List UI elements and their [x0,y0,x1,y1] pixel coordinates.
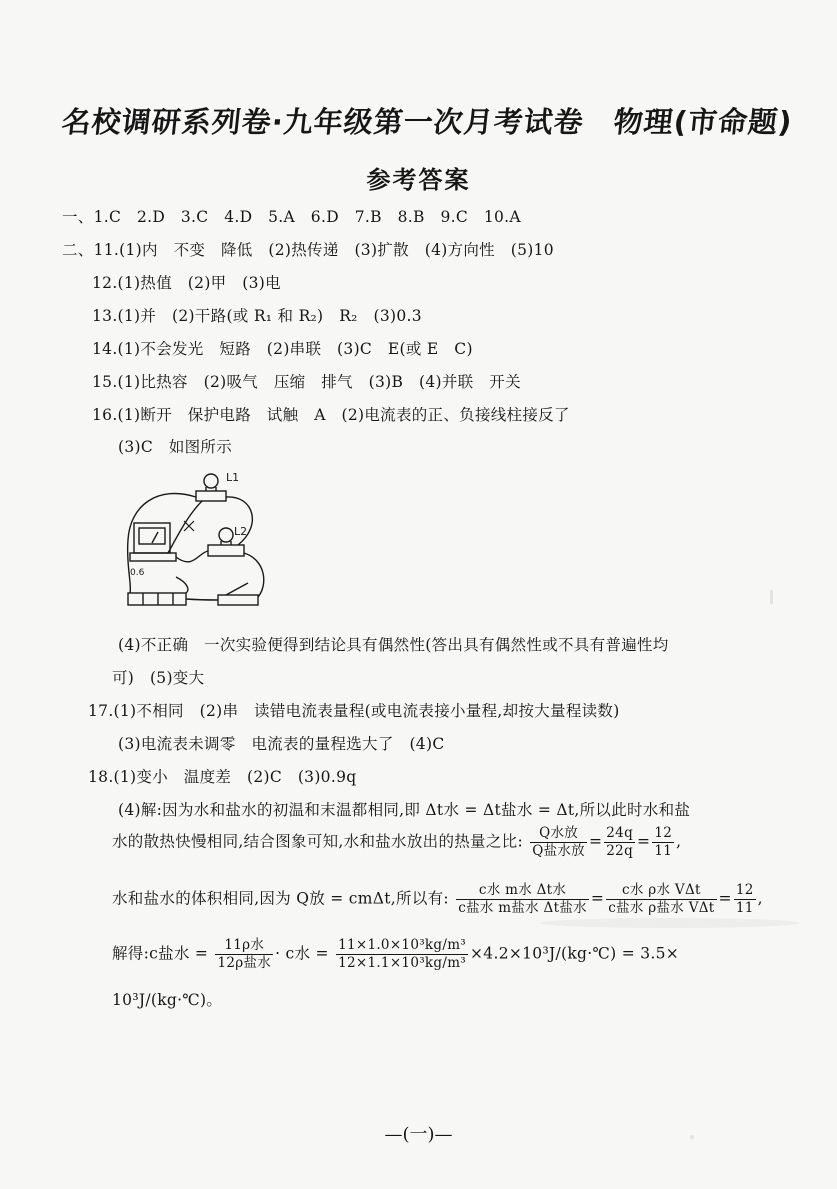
fraction-cm-dt: $\frac{\text{c水 m水 Δt水}}{\text{c盐水 m盐水 Δt盐水}}$ [458,882,587,916]
scan-smudge [540,918,800,928]
answer-line-13: 18.(1)变小 温度差 (2)C (3)0.9q [88,768,357,786]
page-number: —(一)— [384,1124,453,1145]
ratio-text: 水的散热快慢相同,结合图象可知,水和盐水放出的热量之比: [112,832,523,851]
fraction-rho-ratio: $\frac{\text{11ρ水}}{\text{12ρ盐水}}$ [217,937,272,971]
answer-line-12: (3)电流表未调零 电流表的量程选大了 (4)C [118,735,445,753]
answer-line-9: (4)不正确 一次实验便得到结论具有偶然性(答出具有偶然性或不具有普遍性均 [118,636,669,654]
label-l2: L2 [234,525,248,538]
answer-line-10: 可) (5)变大 [112,669,205,687]
answer-line-8: (3)C 如图所示 [118,438,233,456]
scan-speck [770,590,773,604]
answer-line-7: 16.(1)断开 保护电路 试触 A (2)电流表的正、负接线柱接反了 [92,406,570,424]
answer-line-14: (4)解:因为水和盐水的初温和末温都相同,即 Δt水 = Δt盐水 = Δt,所以此时水和盐 [118,801,691,819]
bulb-l2 [219,528,233,542]
fraction-12-11-b: $\frac{12}{11}$ [735,882,754,916]
answer-line-6: 15.(1)比热容 (2)吸气 压缩 排气 (3)B (4)并联 开关 [92,373,521,391]
answer-line-16: 水和盐水的体积相同,因为 Q放 = cmΔt,所以有: $\frac{\text{c水 m水 Δt水}}{\text{c盐水 m盐水 Δt盐水}}$ = $\frac{\text{c水 ρ水 VΔt}}{\text{c盐水 ρ盐水 VΔt}}$ = $\frac{12}{11}$ , [112,882,763,916]
bulb-l1-base [196,491,226,501]
fraction-12-11: $\frac{12}{11}$ [654,825,673,859]
answer-line-3: 12.(1)热值 (2)甲 (3)电 [92,274,281,292]
fraction-heat-ratio: $\frac{\text{Q水放}}{\text{Q盐水放}}$ [532,825,585,859]
page-title: 名校调研系列卷·九年级第一次月考试卷 物理(市命题) [60,105,795,139]
answer-line-2: 二、11.(1)内 不变 降低 (2)热传递 (3)扩散 (4)方向性 (5)10 [62,241,554,259]
answer-line-15: 水的散热快慢相同,结合图象可知,水和盐水放出的热量之比: $\frac{\text{Q水放}}{\text{Q盐水放}}$ = $\frac{24q}{22q}$ = $\frac{12}{11}$ , [112,825,682,859]
fraction-density-values: $\frac{\text{11×1.0×10³kg/m³}}{\text{12×1.1×10³kg/m³}}$ [338,937,467,971]
circuit-diagram [118,465,278,617]
answer-line-5: 14.(1)不会发光 短路 (2)串联 (3)C E(或 E C) [92,340,473,358]
answer-line-4: 13.(1)并 (2)干路(或 R₁ 和 R₂) R₂ (3)0.3 [92,307,422,325]
answer-line-11: 17.(1)不相同 (2)串 读错电流表量程(或电流表接小量程,却按大量程读数) [88,702,620,720]
answer-heading: 参考答案 [366,166,471,194]
answer-line-18: 10³J/(kg·℃)。 [112,991,223,1009]
fraction-24q-22q: $\frac{24q}{22q}$ [606,825,634,859]
bulb-l1 [204,474,218,488]
label-range: 0.6 [130,568,145,578]
label-l1: L1 [226,471,240,484]
scan-speck [690,1135,694,1139]
answer-line-1: 一、1.C 2.D 3.C 4.D 5.A 6.D 7.B 8.B 9.C 10.A [62,208,521,226]
answer-line-17: 解得:c盐水 = $\frac{\text{11ρ水}}{\text{12ρ盐水}}$ · c水 = $\frac{\text{11×1.0×10³kg/m³}}{\text{12×1.1×10³kg/m³}}$ ×4.2×10³J/(kg·℃) = 3.5× [112,937,680,971]
fraction-c-rho-v: $\frac{\text{c水 ρ水 VΔt}}{\text{c盐水 ρ盐水 VΔt}}$ [608,882,715,916]
